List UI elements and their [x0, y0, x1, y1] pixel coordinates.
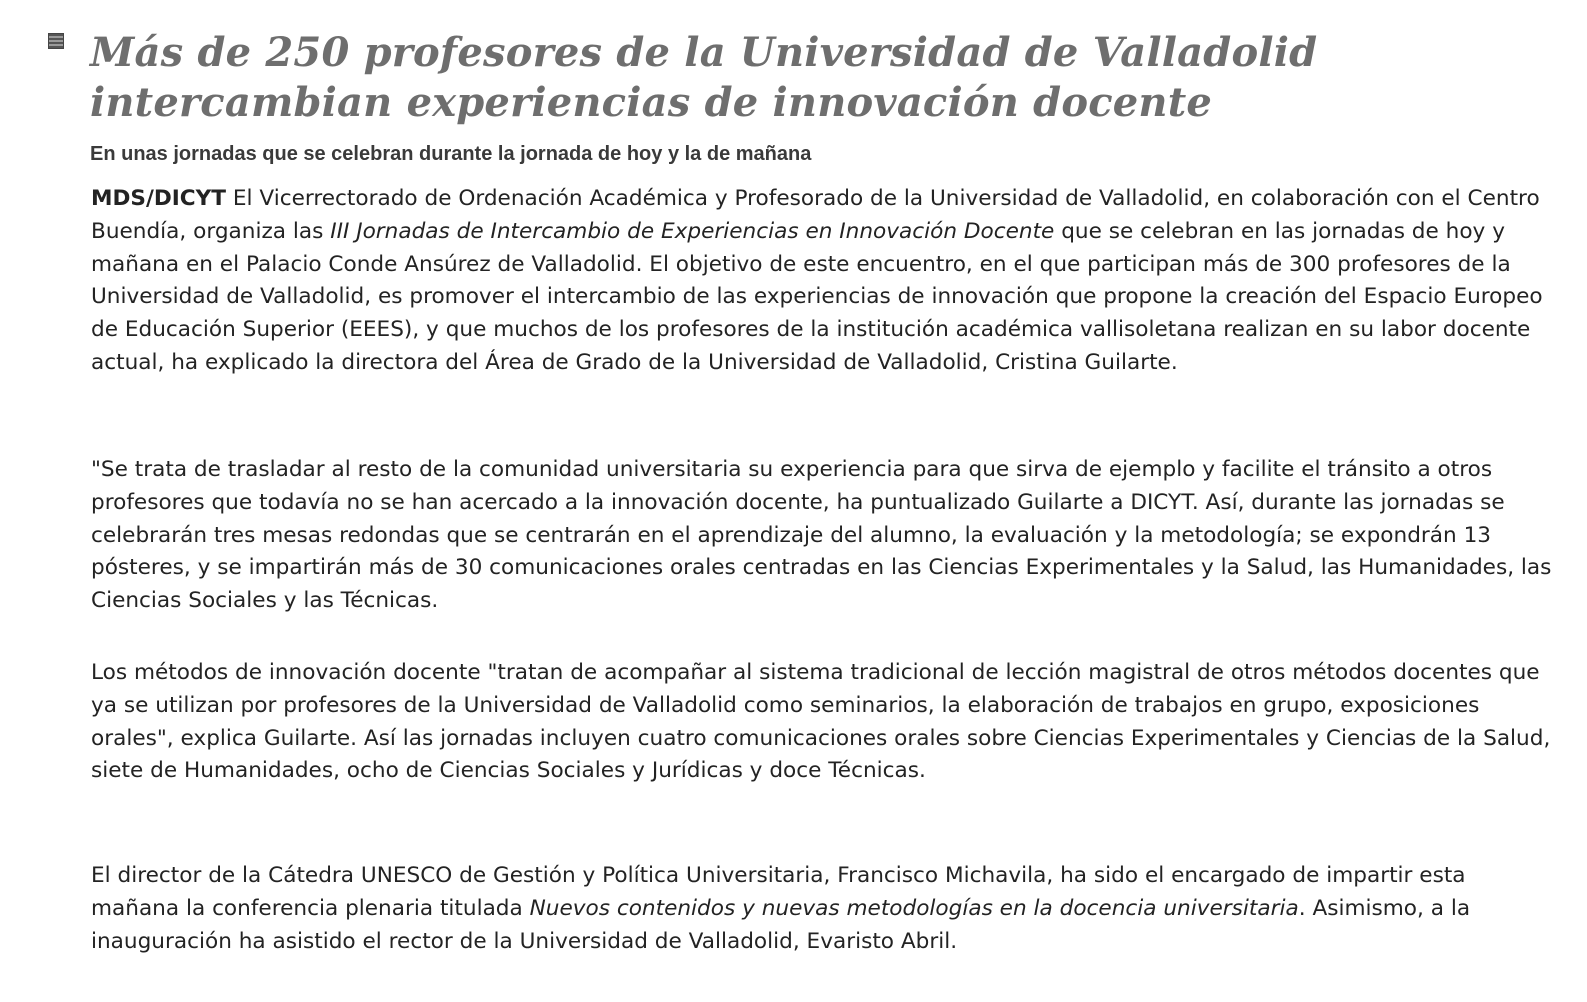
article-paragraph-2: "Se trata de trasladar al resto de la comunidad universitaria su experiencia para que sirva de ejemplo y facilite el tránsito a otros profesores que todavía no se han acercado a la innovación docente, ha puntualizado Guilarte a DICYT. Así, durante las jornadas se celebrarán tres mesas redondas que se centrarán en el aprendizaje del alumno, la evaluación y la metodología; se expondrán 13 pósteres, y se impartirán más de 30 comunicaciones orales centradas en las Ciencias Experimentales y la Salud, las Humanidades, las Ciencias Sociales y las Técnicas. — [91, 457, 1552, 614]
paragraph-1-text-start: El Vicerrectorado de Ordenación Académica y Profesorado de la Universidad de Valladolid, en colaboración con el Centro Buendía, organiza las — [91, 186, 1540, 244]
article-paragraph-3: Los métodos de innovación docente "tratan de acompañar al sistema tradicional de lección magistral de otros métodos docentes que ya se utilizan por profesores de la Universidad de Valladolid como seminarios, la elaboración de trabajos en grupo, exposiciones orales", explica Guilarte. Así las jornadas incluyen cuatro comunicaciones orales sobre Ciencias Experimentales y Ciencias de la Salud, siete de Humanidades, ocho de Ciencias Sociales y Jurídicas y doce Técnicas. — [91, 660, 1551, 784]
paragraph-4-text-end: . Asimismo, a la inauguración ha asistido el rector de la Universidad de Valladolid, Evaristo Abril. — [91, 895, 1471, 954]
square-bullet-icon — [48, 33, 64, 49]
article-byline: MDS/DICYT — [91, 186, 227, 211]
article-paragraph-4 — [91, 860, 1556, 958]
article-paragraph-1 — [91, 183, 1556, 380]
paragraph-1-text-end: que se celebran en las jornadas de hoy y mañana en el Palacio Conde Ansúrez de Valladolid. El objetivo de este encuentro, en el que participan más de 300 profesores de la Universidad de Valladolid, es promover el intercambio de las experiencias de innovación que propone la creación del Espacio Europeo de Educación Superior (EEES), y que muchos de los profesores de la institución académica vallisoletana realizan en su labor docente actual, ha explicado la directora del Área de Grado de la Universidad de Valladolid, Cristina Guilarte. — [91, 218, 1543, 375]
article-subtitle: En unas jornadas que se celebran durante la jornada de hoy y la de mañana — [90, 143, 812, 165]
article-headline: Más de 250 profesores de la Universidad de Valladolid intercambian experiencias de innovación docente — [90, 29, 1318, 126]
paragraph-4-text-start: El director de la Cátedra UNESCO de Gestión y Política Universitaria, Francisco Michavila, ha sido el encargado de impartir esta mañana la conferencia plenaria titulada — [91, 863, 1466, 921]
event-title-italic: III Jornadas de Intercambio de Experiencias en Innovación Docente — [330, 218, 1055, 244]
conference-title-italic: Nuevos contenidos y nuevas metodologías en la docencia universitaria — [529, 895, 1299, 921]
